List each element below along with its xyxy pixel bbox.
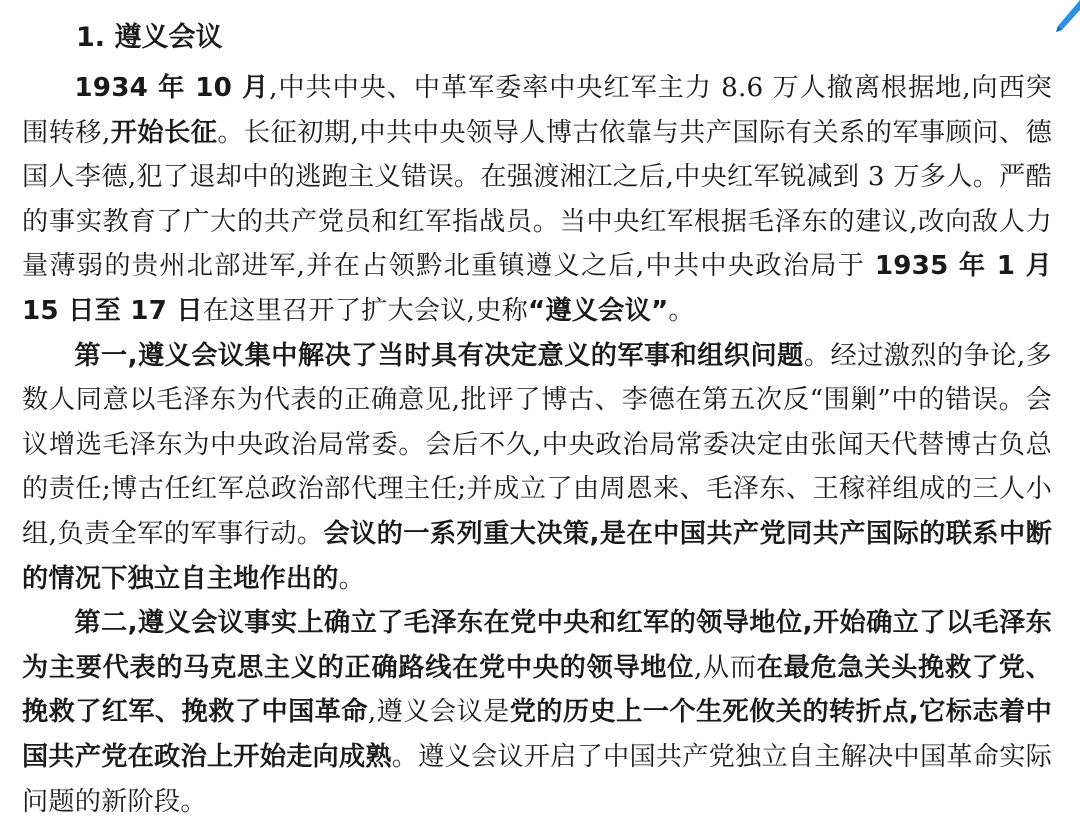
paragraph-1 bbox=[22, 66, 1052, 334]
paragraph-2 bbox=[22, 334, 1052, 602]
text-run: 。经过激烈的争论,多数人同意以毛泽东为代表的正确意见,批评了博古、李德在第五次反“围剿”中的错误。会议增选毛泽东为中央政治局常委。会后不久,中央政治局常委决定由张闻天代替博古负总的责任;博古任红军总政治部代理主任;并成立了由周恩来、毛泽东、王稼祥组成的三人小组,负责全军的军事行动。 bbox=[22, 340, 1053, 549]
text-run: 。遵义会议开启了中国共产党独立自主解决中国革命实际问题的新阶段。 bbox=[22, 741, 1052, 817]
text-run: ,遵义会议是 bbox=[367, 697, 510, 728]
text-run: 第二,遵义会议事实上确立了毛泽东在党中央和红军的领导地位,开始确立了以毛泽东为主要代表的马克思主义的正确路线在党中央的领导地位 bbox=[22, 608, 1052, 683]
text-run: 。 bbox=[668, 295, 695, 326]
body-text bbox=[22, 66, 1052, 824]
text-run: 。 bbox=[338, 563, 366, 594]
text-run: 在最危急关头挽救了党、挽救了红军、挽救了中国革命 bbox=[22, 652, 1052, 728]
text-run: 开始长征 bbox=[110, 117, 218, 148]
text-run: 1935 年 1 月 15 日至 17 日 bbox=[22, 251, 1052, 326]
text-run: 在这里召开了扩大会议,史称 bbox=[202, 295, 528, 326]
text-run: 第一,遵义会议集中解决了当时具有决定意义的军事和组织问题 bbox=[74, 340, 804, 371]
pen-icon[interactable] bbox=[1054, 0, 1080, 34]
text-run: 1934 年 10 月 bbox=[74, 73, 270, 103]
paragraph-3 bbox=[22, 601, 1052, 824]
pen-icon-body bbox=[1056, 0, 1080, 32]
text-run: “遵义会议” bbox=[528, 295, 669, 326]
text-run: ,中共中央、中革军委率中央红军主力 8.6 万人撤离根据地,向西突围转移, bbox=[22, 73, 1052, 148]
section-title: 1. 遵义会议 bbox=[76, 22, 223, 53]
text-run: 会议的一系列重大决策,是在中国共产党同共产国际的联系中断的情况下独立自主地作出的 bbox=[22, 518, 1052, 594]
text-run: 。长征初期,中共中央领导人博古依靠与共产国际有关系的军事顾问、德国人李德,犯了退却中的逃跑主义错误。在强渡湘江之后,中央红军锐减到 3 万多人。严酷的事实教育了广大的共产党员和红军指战员。当中央红军根据毛泽东的建议,改向敌人力量薄弱的贵州北部进军,并在占领黔北重镇遵义之后,中共中央政治局于 bbox=[22, 117, 1052, 282]
text-run: 党的历史上一个生死攸关的转折点,它标志着中国共产党在政治上开始走向成熟 bbox=[22, 697, 1052, 772]
text-run: ,从而 bbox=[694, 652, 757, 683]
